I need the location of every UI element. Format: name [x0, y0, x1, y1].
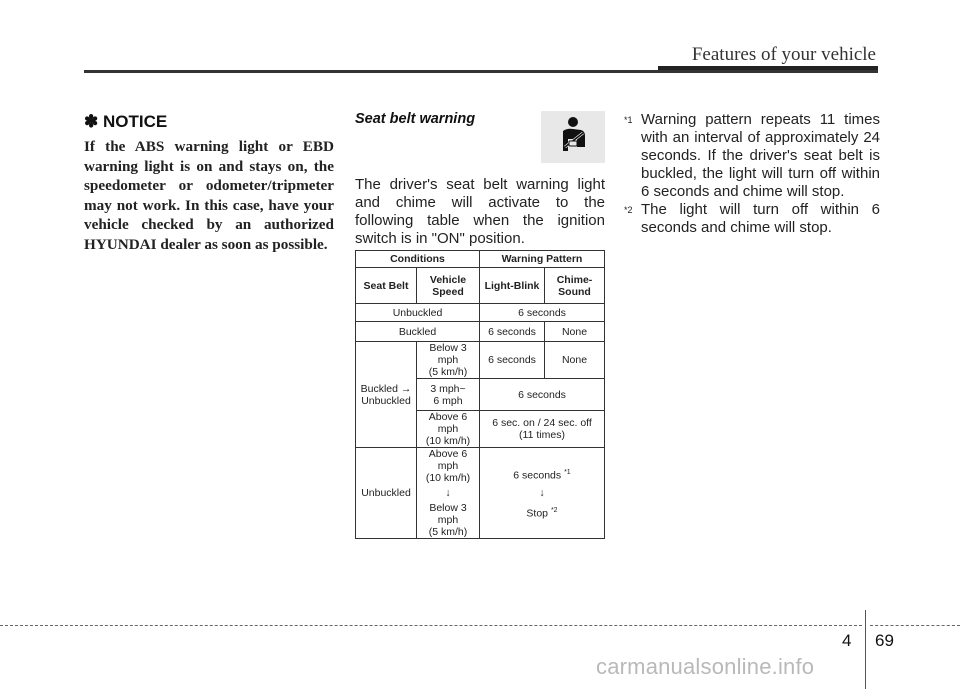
- header-light-blink: Light-Blink: [480, 268, 545, 304]
- pattern-above-6mph: 6 sec. on / 24 sec. off (11 times): [480, 411, 605, 448]
- footnote-2: $^{*2}$ The light will turn off within 6 seconds and chime will stop.: [624, 201, 880, 236]
- row-buckled-condition: Buckled: [356, 322, 480, 342]
- header-vehicle-speed: Vehicle Speed: [417, 268, 480, 304]
- pattern-transition: 6 seconds $^{*1}$ ↓ Stop $^{*2}$: [480, 448, 605, 539]
- section-text: The driver's seat belt warning light and chime will activate to the following table when the ignition switch is in "ON" position.: [355, 176, 605, 247]
- unbuckled-moving-condition: Unbuckled: [356, 448, 417, 539]
- chime-below-3mph: None: [545, 342, 605, 379]
- seat-belt-warning-table: [355, 250, 605, 539]
- page-number: 69: [875, 631, 894, 650]
- header-title: Features of your vehicle: [691, 44, 876, 65]
- header-chime-sound: Chime- Sound: [545, 268, 605, 304]
- footnotes: [624, 111, 880, 237]
- row-buckled-light: 6 seconds: [480, 322, 545, 342]
- buckled-to-unbuckled-condition: Buckled → Unbuckled: [356, 342, 417, 448]
- header-rule: [84, 70, 878, 73]
- footer-rule: [0, 625, 862, 626]
- speed-transition: Above 6 mph (10 km/h) ↓ Below 3 mph (5 km/h): [417, 448, 480, 539]
- notice-text: If the ABS warning light or EBD warning light is on and stays on, the speedometer or odometer/tripmeter may not work. In this case, have your vehicle checked by an authorized HYUNDAI dealer as soon as possible.: [84, 138, 334, 253]
- seat-belt-icon: [541, 111, 605, 163]
- speed-below-3mph: Below 3 mph (5 km/h): [417, 342, 480, 379]
- watermark: carmanualsonline.info: [596, 654, 815, 679]
- light-below-3mph: 6 seconds: [480, 342, 545, 379]
- speed-3-to-6mph: 3 mph~ 6 mph: [417, 379, 480, 411]
- pattern-3-to-6mph: 6 seconds: [480, 379, 605, 411]
- chapter-number: 4: [842, 631, 852, 650]
- row-buckled-chime: None: [545, 322, 605, 342]
- header-seat-belt: Seat Belt: [356, 268, 417, 304]
- footer-divider: [865, 610, 866, 689]
- speed-above-6mph: Above 6 mph (10 km/h): [417, 411, 480, 448]
- header-conditions: Conditions: [356, 251, 480, 268]
- header-warning-pattern: Warning Pattern: [480, 251, 605, 268]
- footnote-1: $^{*1}$ Warning pattern repeats 11 times with an interval of approximately 24 seconds. If the driver's seat belt is buckled, the light will turn off within 6 seconds and chime will stop.: [624, 111, 880, 200]
- footer-rule-right: [870, 625, 960, 626]
- section-title: Seat belt warning: [355, 111, 476, 127]
- notice-title: ✽ NOTICE: [84, 112, 168, 131]
- row-unbuckled-value: 6 seconds: [480, 304, 605, 322]
- row-unbuckled-condition: Unbuckled: [356, 304, 480, 322]
